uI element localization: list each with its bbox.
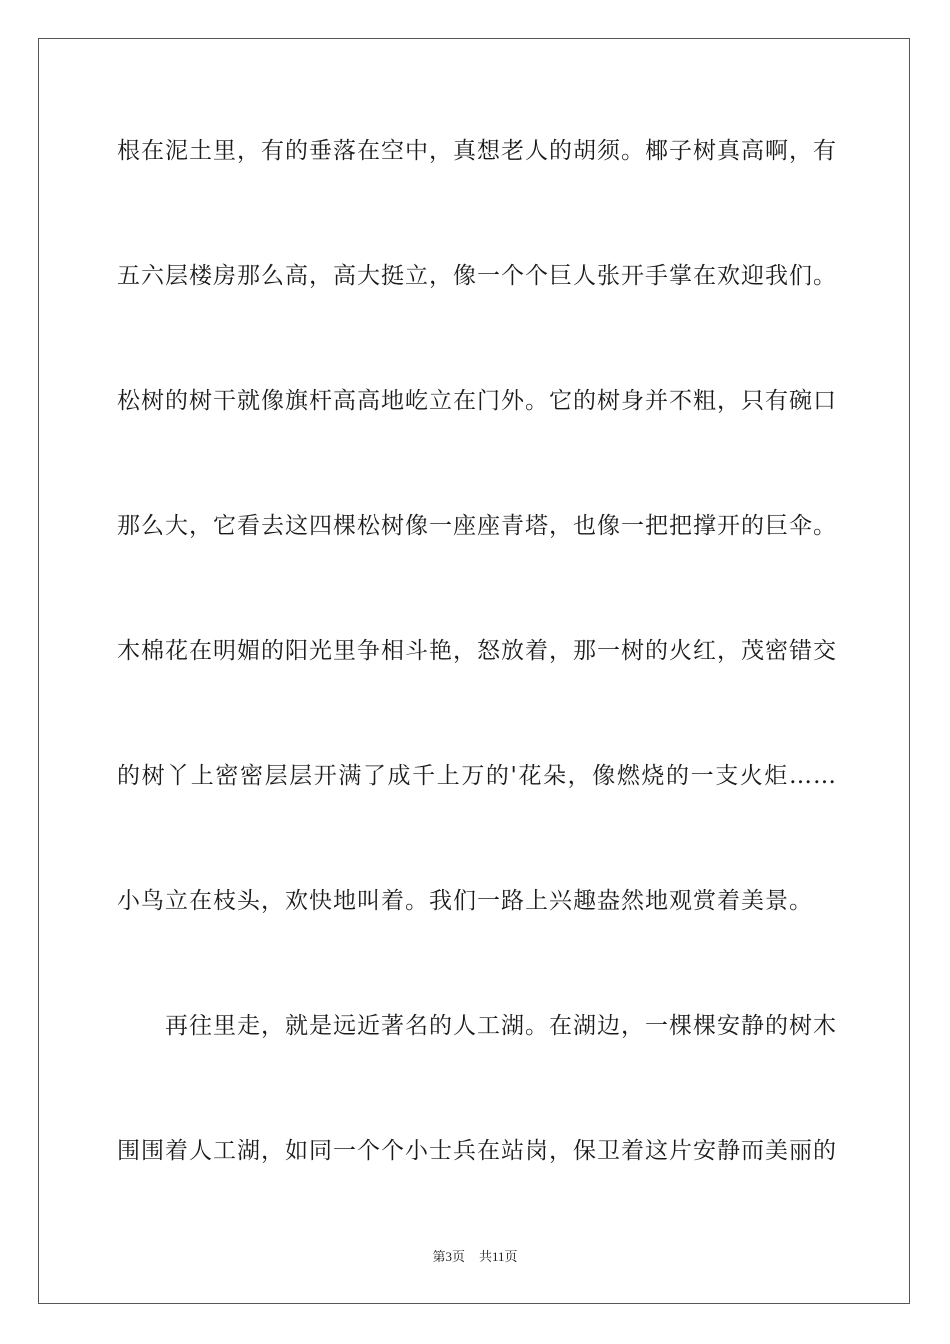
text-line: 围围着人工湖，如同一个个小士兵在站岗，保卫着这片安静而美丽的 xyxy=(117,1138,837,1164)
page-total: 共11页 xyxy=(478,1249,518,1264)
text-line: 根在泥土里，有的垂落在空中，真想老人的胡须。椰子树真高啊，有 xyxy=(117,138,837,164)
text-line: 的树丫上密密层层开满了成千上万的'花朵，像燃烧的一支火炬…… xyxy=(117,763,837,789)
text-line: 那么大，它看去这四棵松树像一座座青塔，也像一把把撑开的巨伞。 xyxy=(117,513,837,539)
page-number: 第3页 xyxy=(432,1249,465,1264)
text-line: 松树的树干就像旗杆高高地屹立在门外。它的树身并不粗，只有碗口 xyxy=(117,388,837,414)
text-line: 小鸟立在枝头，欢快地叫着。我们一路上兴趣盎然地观赏着美景。 xyxy=(117,888,813,914)
text-line: 五六层楼房那么高，高大挺立，像一个个巨人张开手掌在欢迎我们。 xyxy=(117,263,837,289)
page-footer xyxy=(0,1248,950,1266)
text-line: 木棉花在明媚的阳光里争相斗艳，怒放着，那一树的火红，茂密错交 xyxy=(117,638,837,664)
paragraph-start-line: 再往里走，就是远近著名的人工湖。在湖边，一棵棵安静的树木 xyxy=(117,1013,837,1039)
page-border xyxy=(38,38,910,1304)
